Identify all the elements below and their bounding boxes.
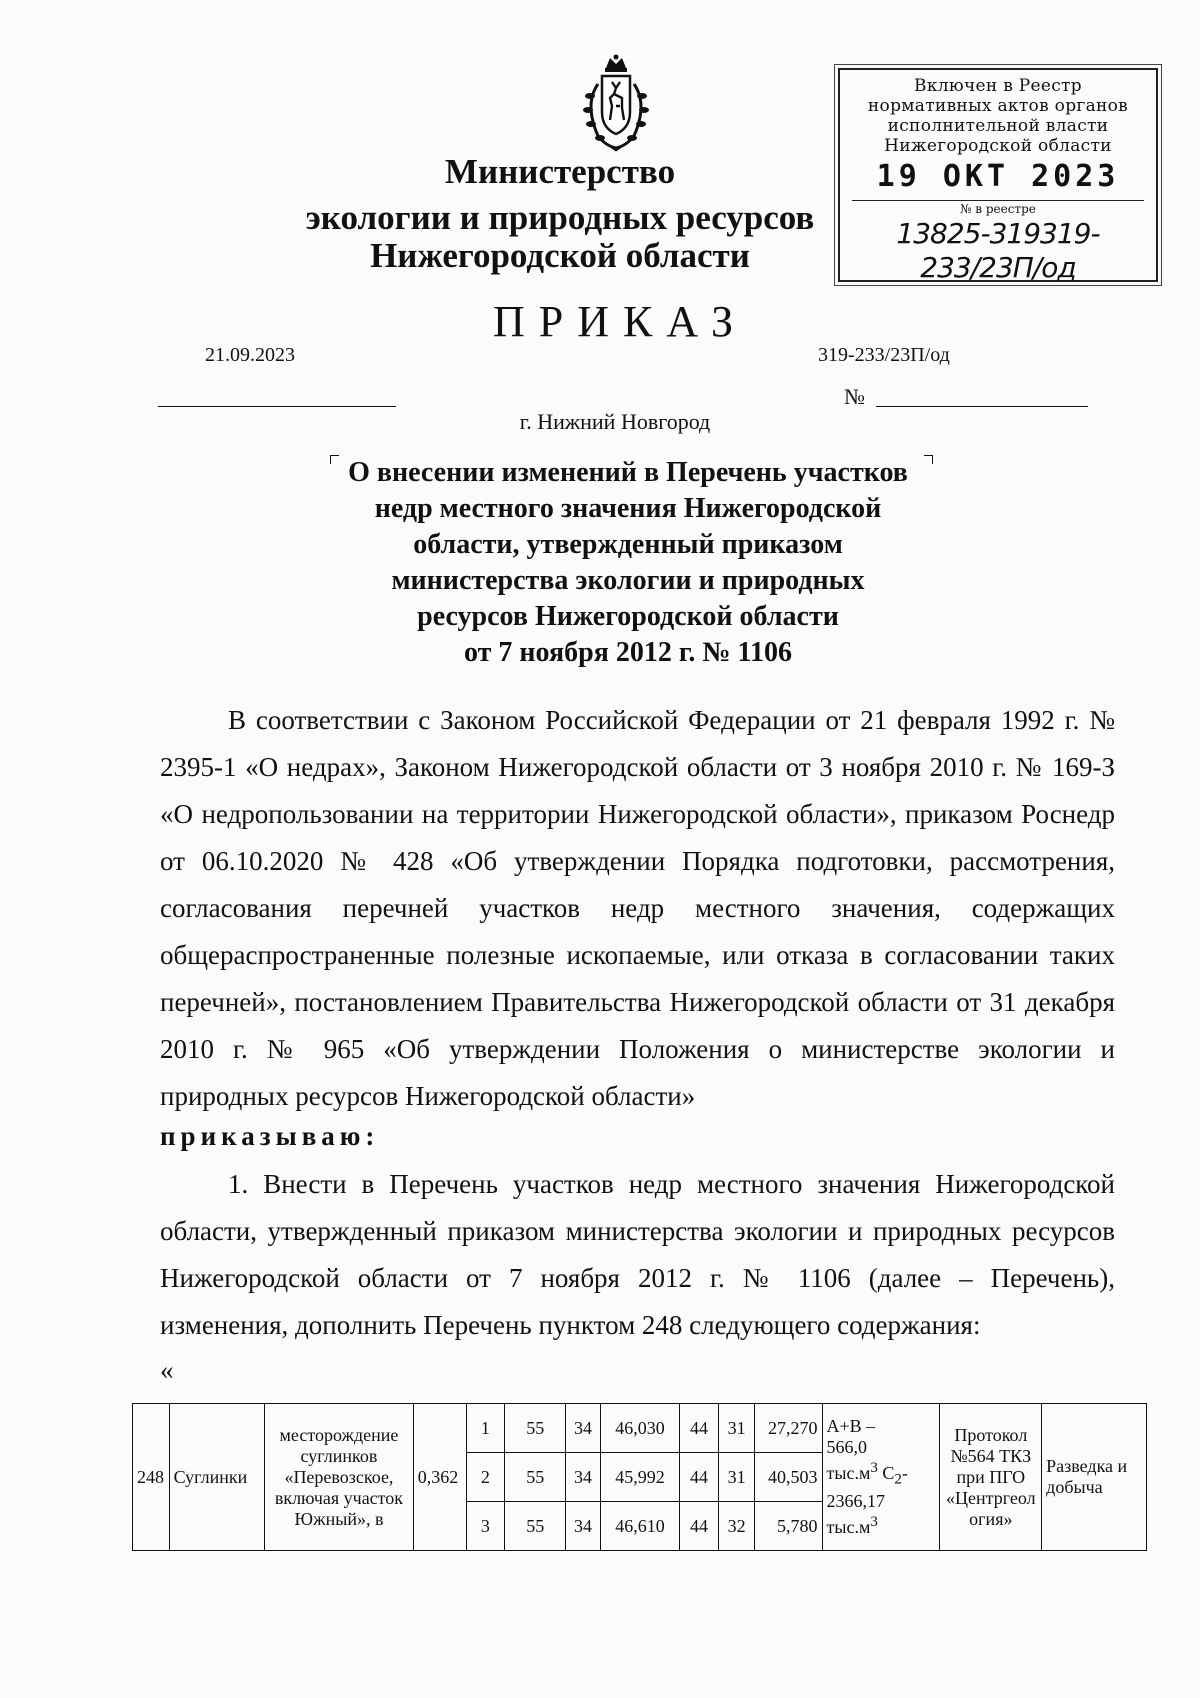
lat-deg: 55 xyxy=(505,1404,566,1453)
heading-line1: О внесении изменений в Перечень участков xyxy=(348,457,908,488)
deposit-table xyxy=(132,1403,1147,1551)
deposit-line2: суглинков xyxy=(300,1445,378,1466)
protocol-line2: №564 ТКЗ xyxy=(950,1445,1032,1466)
reserves-line1: А+В – xyxy=(826,1416,876,1437)
lat-min: 34 xyxy=(566,1404,601,1453)
protocol-line1: Протокол xyxy=(954,1424,1028,1445)
deposit-line3: «Перевозское, xyxy=(284,1466,394,1487)
lon-min: 31 xyxy=(718,1453,755,1502)
stamp-line3: исполнительной власти xyxy=(887,116,1109,136)
stamp-registry-number: 13825-319319-233/23П/од xyxy=(896,217,1100,284)
lon-sec: 27,270 xyxy=(755,1404,822,1453)
order-date: 21.09.2023 xyxy=(205,344,295,366)
stamp-line2: нормативных актов органов xyxy=(867,96,1129,116)
heading-line3: области, утвержденный приказом xyxy=(413,529,843,560)
order-verb: приказываю: xyxy=(160,1121,380,1151)
reserves-unit2: тыс.м xyxy=(826,1516,871,1537)
lon-deg: 44 xyxy=(680,1502,719,1551)
heading-line2: недр местного значения Нижегородской xyxy=(374,493,882,524)
purpose-cell: Разведка и добыча xyxy=(1042,1404,1147,1551)
deposit-line1: месторождение xyxy=(279,1424,399,1445)
heading-line5: ресурсов Нижегородской области xyxy=(417,601,839,632)
mineral-cell: Суглинки xyxy=(169,1404,265,1551)
lon-min: 31 xyxy=(718,1404,755,1453)
ministry-name-line2: экологии и природных ресурсов xyxy=(305,198,815,237)
reserves-sub: 2 xyxy=(894,1471,902,1488)
lat-deg: 55 xyxy=(505,1453,566,1502)
stamp-line1: Включен в Реестр xyxy=(914,76,1082,96)
reserves-line5 xyxy=(827,1512,936,1538)
lat-sec: 46,030 xyxy=(600,1404,679,1453)
number-label: № xyxy=(844,384,865,409)
protocol-line5: огия» xyxy=(969,1508,1013,1529)
reserves-cell xyxy=(822,1404,940,1551)
ministry-name-line1: Министерство xyxy=(444,152,676,191)
reserves-line4: 2366,17 xyxy=(826,1490,885,1511)
protocol-line4: «Центргеол xyxy=(946,1487,1036,1508)
reserves-unit: тыс.м xyxy=(826,1463,871,1484)
reserves-dash: - xyxy=(901,1463,908,1484)
protocol-cell xyxy=(940,1404,1042,1551)
ministry-name-line3: Нижегородской области xyxy=(370,236,750,275)
lat-sec: 46,610 xyxy=(600,1502,679,1551)
reserves-sup: 3 xyxy=(870,1460,878,1477)
protocol-line3: при ПГО xyxy=(956,1466,1026,1487)
preamble-text: В соответствии с Законом Российской Федерации от 21 февраля 1992 г. № 2395-1 «О недрах», Законом Нижегородской области от 3 ноября 2010 г. № 169-З «О недропользовании на территории Нижегородской области», приказом Роснедр от 06.10.2020 № 428 «Об утверждении Порядка подготовки, рассмотрения, согласования перечней участков недр местного значения, содержащих общераспространенные полезные ископаемые, или отказа в согласовании таких перечней», постановлением Правительства Нижегородской области от 31 декабря 2010 г. № 965 «Об утверждении Положения о министерстве экологии и природных ресурсов Нижегородской области» xyxy=(160,705,1115,1111)
stamp-registry-label: № в реестре xyxy=(960,202,1036,216)
lon-deg: 44 xyxy=(680,1453,719,1502)
deposit-line5: Южный», в xyxy=(294,1508,384,1529)
lon-sec: 5,780 xyxy=(755,1502,822,1551)
lat-min: 34 xyxy=(566,1502,601,1551)
city: г. Нижний Новгород xyxy=(519,409,711,434)
lon-min: 32 xyxy=(718,1502,755,1551)
reserves-line3 xyxy=(827,1458,936,1491)
lat-min: 34 xyxy=(566,1453,601,1502)
table-row xyxy=(133,1404,1147,1453)
number-underline xyxy=(876,406,1088,407)
lat-deg: 55 xyxy=(505,1502,566,1551)
lat-sec: 45,992 xyxy=(600,1453,679,1502)
coat-of-arms-icon xyxy=(576,54,656,154)
item-number-cell: 248 xyxy=(133,1404,170,1551)
deposit-cell xyxy=(265,1404,413,1551)
reserves-line2: 566,0 xyxy=(826,1437,867,1458)
point-number: 3 xyxy=(466,1502,505,1551)
stamp-date: 19 ОКТ 2023 xyxy=(876,159,1120,194)
preamble-paragraph xyxy=(160,697,1115,1120)
heading-line6: от 7 ноября 2012 г. № 1106 xyxy=(463,637,792,668)
quote-open: « xyxy=(160,1355,174,1385)
point-number: 2 xyxy=(466,1453,505,1502)
clause-1-text: 1. Внести в Перечень участков недр местного значения Нижегородской области, утвержденный приказом министерства экологии и природных ресурсов Нижегородской области от 7 ноября 2012 г. № 1106 (далее – Перечень), изменения, дополнить Перечень пунктом 248 следующего содержания: xyxy=(160,1169,1115,1340)
area-cell: 0,362 xyxy=(413,1404,466,1551)
deposit-line4: включая участок xyxy=(274,1487,404,1508)
clause-1-paragraph xyxy=(160,1161,1115,1349)
date-underline xyxy=(158,406,396,407)
order-heading xyxy=(310,455,946,671)
point-number: 1 xyxy=(466,1404,505,1453)
reserves-category: С xyxy=(877,1463,895,1484)
reserves-sup2: 3 xyxy=(870,1513,878,1530)
lon-sec: 40,503 xyxy=(755,1453,822,1502)
order-number: 319-233/23П/од xyxy=(818,344,950,366)
lon-deg: 44 xyxy=(680,1404,719,1453)
document-type-title: ПРИКАЗ xyxy=(492,297,748,346)
stamp-line4: Нижегородской области xyxy=(884,136,1112,156)
heading-line4: министерства экологии и природных xyxy=(391,565,865,596)
registry-stamp xyxy=(838,68,1158,282)
